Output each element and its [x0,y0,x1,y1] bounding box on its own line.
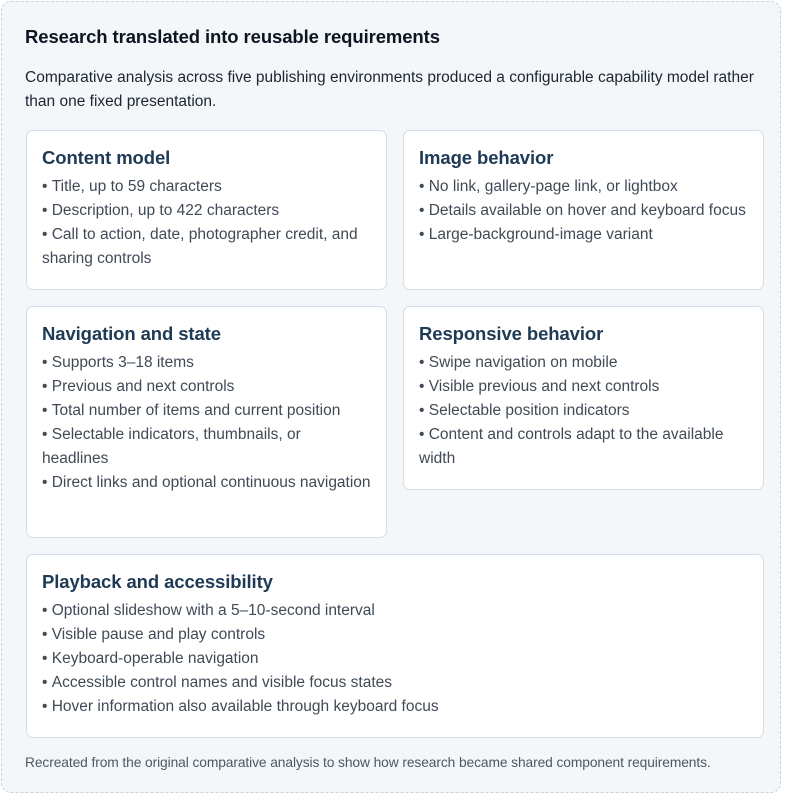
list-item: • Large-background-image variant [419,223,748,247]
requirement-list [419,175,748,247]
requirement-list [42,351,371,495]
list-item: • Optional slideshow with a 5–10-second interval [42,599,748,623]
list-item: • Direct links and optional continuous navigation [42,471,371,495]
list-item: • Keyboard-operable navigation [42,647,748,671]
card-heading: Responsive behavior [419,323,604,344]
list-item: • Visible pause and play controls [42,623,748,647]
list-item: • Title, up to 59 characters [42,175,371,199]
list-item: • Selectable indicators, thumbnails, or headlines [42,423,371,471]
intro-text: Comparative analysis across five publishing environments produced a configurable capability model rather than one fixed presentation. [25,69,754,110]
card-heading: Content model [42,147,171,168]
content-model-card [26,130,387,290]
requirement-list [419,351,748,471]
page-title: Research translated into reusable requirements [25,26,440,47]
list-item: • Call to action, date, photographer credit, and sharing controls [42,223,371,271]
card-heading: Image behavior [419,147,554,168]
requirement-list [42,175,371,271]
list-item: • Description, up to 422 characters [42,199,371,223]
navigation-state-card [26,306,387,538]
list-item: • Accessible control names and visible focus states [42,671,748,695]
list-item: • Hover information also available through keyboard focus [42,695,748,719]
list-item: • Swipe navigation on mobile [419,351,748,375]
card-heading: Playback and accessibility [42,571,273,592]
list-item: • Total number of items and current position [42,399,371,423]
image-behavior-card [403,130,764,290]
responsive-behavior-card [403,306,764,490]
card-heading: Navigation and state [42,323,221,344]
requirements-panel [1,1,781,793]
list-item: • Content and controls adapt to the available width [419,423,748,471]
list-item: • Selectable position indicators [419,399,748,423]
list-item: • Supports 3–18 items [42,351,371,375]
list-item: • Previous and next controls [42,375,371,399]
list-item: • No link, gallery-page link, or lightbox [419,175,748,199]
list-item: • Details available on hover and keyboard focus [419,199,748,223]
footnote: Recreated from the original comparative analysis to show how research became shared component requirements. [25,755,711,770]
requirement-list [42,599,748,719]
playback-accessibility-card [26,554,764,738]
list-item: • Visible previous and next controls [419,375,748,399]
